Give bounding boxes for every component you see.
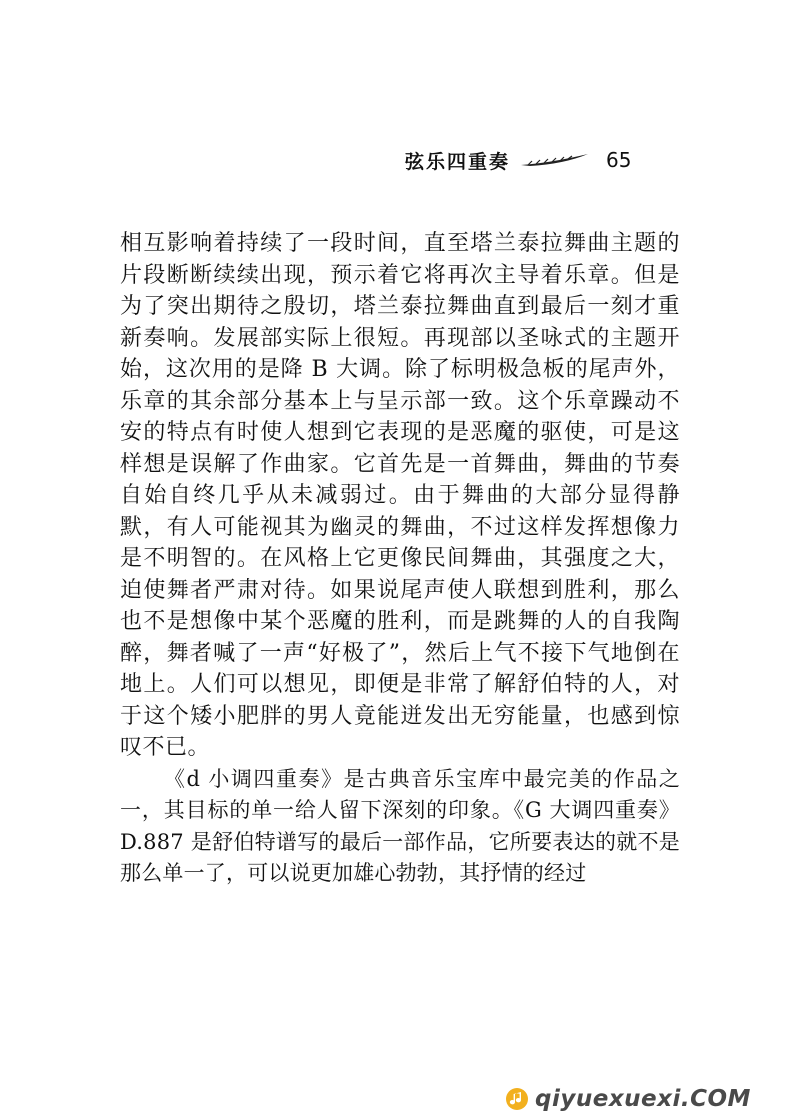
- paragraph-1: 相互影响着持续了一段时间，直至塔兰泰拉舞曲主题的片段断断续续出现，预示着它将再次主导着乐章。但是为了突出期待之殷切，塔兰泰拉舞曲直到最后一刻才重新奏响。发展部实际上很短。再现部以圣咏式的主题开始，这次用的是降 B 大调。除了标明极急板的尾声外，乐章的其余部分基本上与呈示部一致。这个乐章躁动不安的特点有时使人想到它表现的是恶魔的驱使，可是这样想是误解了作曲家。它首先是一首舞曲，舞曲的节奏自始自终几乎从未减弱过。由于舞曲的大部分显得静默，有人可能视其为幽灵的舞曲，不过这样发挥想像力是不明智的。在风格上它更像民间舞曲，其强度之大，迫使舞者严肃对待。如果说尾声使人联想到胜利，那么也不是想像中某个恶魔的胜利，而是跳舞的人的自我陶醉，舞者喊了一声“好极了”，然后上气不接下气地倒在地上。人们可以想见，即便是非常了解舒伯特的人，对于这个矮小肥胖的男人竟能迸发出无穷能量，也感到惊叹不已。: [120, 231, 680, 760]
- header-title: 弦乐四重奏: [405, 150, 511, 173]
- body-text: [120, 228, 680, 890]
- page-number: 65: [606, 148, 632, 172]
- feather-ornament-icon: [520, 152, 590, 168]
- site-watermark: [505, 1082, 790, 1116]
- paragraph-2: 《d 小调四重奏》是古典音乐宝库中最完美的作品之一，其目标的单一给人留下深刻的印象。《G 大调四重奏》D.887 是舒伯特谱写的最后一部作品，它所要表达的就不是那么单一了，可以说更加雄心勃勃，其抒情的经过: [120, 766, 680, 885]
- watermark-text: qiyuexuexi.COM: [535, 1086, 751, 1112]
- running-header: [405, 142, 665, 178]
- music-note-icon: [505, 1087, 529, 1111]
